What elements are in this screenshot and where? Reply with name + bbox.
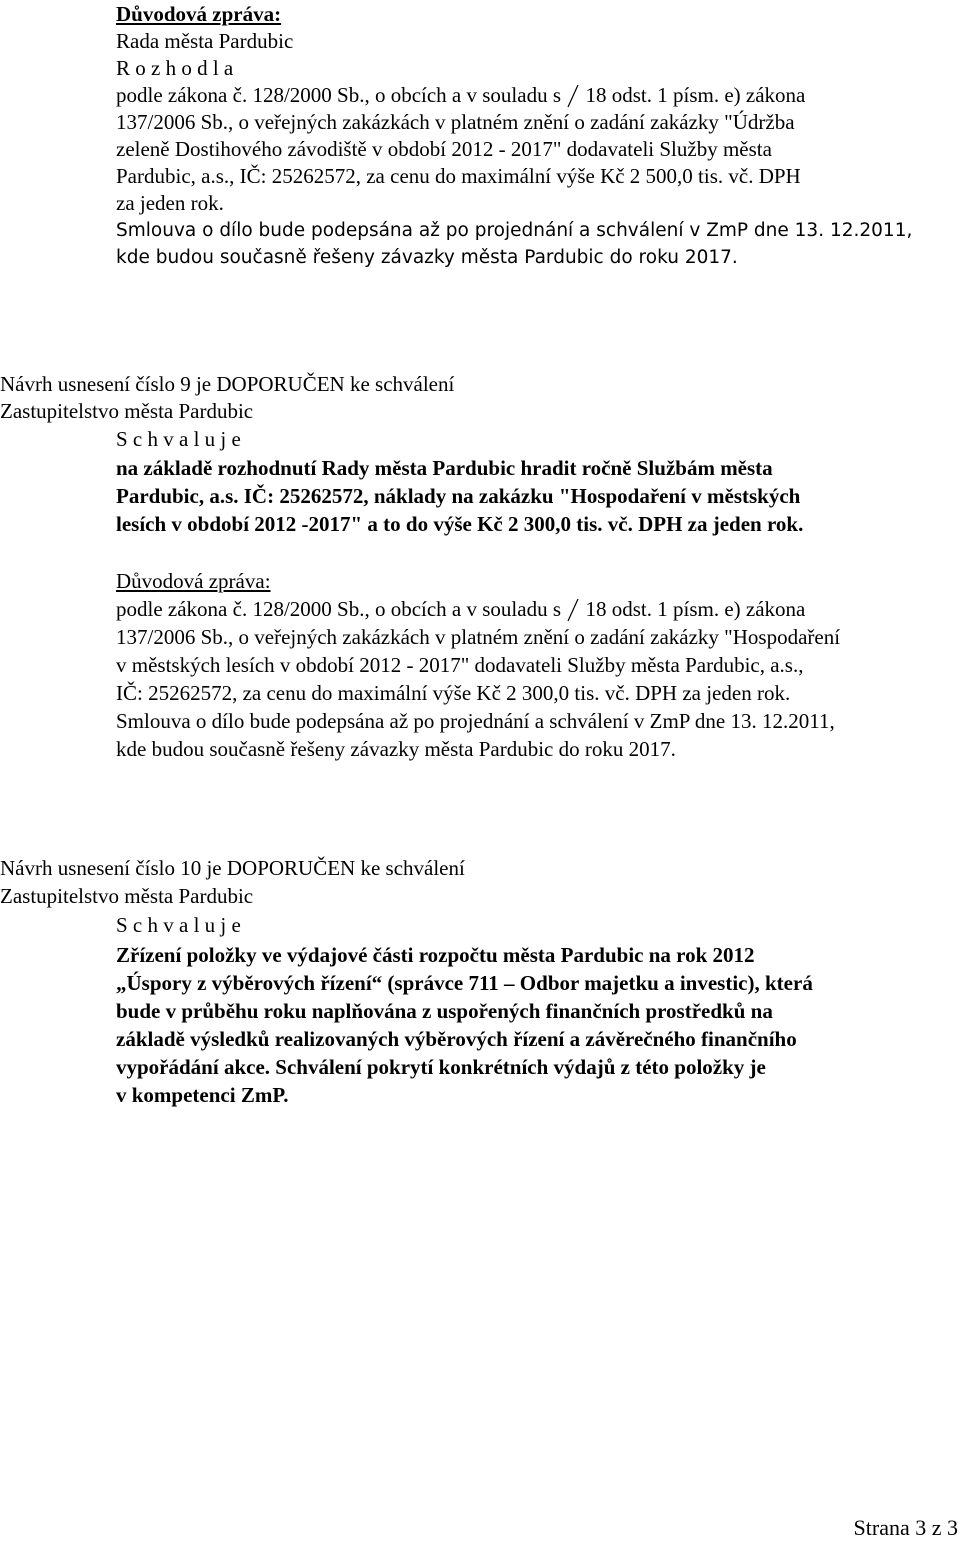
proposal9-reason2: 137/2006 Sb., o veřejných zakázkách v platném znění o zadání zakázky "Hospodaření (116, 625, 841, 649)
proposal9-verb: S c h v a l u j e (116, 427, 241, 451)
proposal9-body: Zastupitelstvo města Pardubic (0, 399, 254, 423)
proposal9-reason3: v městských lesích v období 2012 - 2017" dodavateli Služby města Pardubic, a.s., (116, 653, 804, 677)
proposal9-text3: lesích v období 2012 -2017" a to do výše Kč 2 300,0 tis. vč. DPH za jeden rok. (116, 512, 804, 536)
proposal10-title: Návrh usnesení číslo 10 je DOPORUČEN ke schválení (0, 856, 465, 880)
section1-line4: 137/2006 Sb., o veřejných zakázkách v platném znění o zadání zakázky "Údržba (116, 110, 795, 134)
proposal9-reason-law-text-a: podle zákona č. 128/2000 Sb., o obcích a v souladu s (116, 597, 561, 621)
section1-decides: R o z h o d l a (116, 56, 234, 80)
section1-council: Rada města Pardubic (116, 29, 294, 53)
section-sign-icon (566, 81, 580, 109)
proposal10-text3: bude v průběhu roku naplňována z uspořených finančních prostředků na (116, 999, 773, 1023)
proposal10-body: Zastupitelstvo města Pardubic (0, 884, 254, 908)
section1-line6: Pardubic, a.s., IČ: 25262572, za cenu do maximální výše Kč 2 500,0 tis. vč. DPH (116, 164, 801, 188)
page-number: Strana 3 z 3 (853, 1515, 958, 1540)
proposal9-text2: Pardubic, a.s. IČ: 25262572, náklady na zakázku "Hospodaření v městských (116, 484, 801, 508)
proposal9-reason6: kde budou současně řešeny závazky města Pardubic do roku 2017. (116, 737, 676, 761)
section1-obligations-note: kde budou současně řešeny závazky města Pardubic do roku 2017. (116, 247, 738, 268)
section1-heading: Důvodová zpráva: (116, 2, 282, 26)
section1-contract-note: Smlouva o dílo bude podepsána až po projednání a schválení v ZmP dne 13. 12.2011, (116, 220, 913, 241)
proposal10-verb: S c h v a l u j e (116, 913, 241, 937)
proposal9-reason-law-line (116, 595, 805, 623)
proposal10-text4: základě výsledků realizovaných výběrových řízení a závěrečného finančního (116, 1027, 797, 1051)
proposal9-title: Návrh usnesení číslo 9 je DOPORUČEN ke schválení (0, 372, 455, 396)
proposal9-reason4: IČ: 25262572, za cenu do maximální výše Kč 2 300,0 tis. vč. DPH za jeden rok. (116, 681, 791, 705)
proposal9-reason-heading: Důvodová zpráva: (116, 569, 271, 593)
proposal10-text6: v kompetenci ZmP. (116, 1083, 289, 1107)
proposal10-text1: Zřízení položky ve výdajové části rozpočtu města Pardubic na rok 2012 (116, 943, 755, 967)
proposal9-text1: na základě rozhodnutí Rady města Pardubic hradit ročně Službám města (116, 456, 773, 480)
section1-law-text-b: 18 odst. 1 písm. e) zákona (585, 83, 806, 107)
section1-law-line (116, 81, 805, 109)
section1-line7: za jeden rok. (116, 191, 224, 215)
proposal10-text2: „Úspory z výběrových řízení“ (správce 711 – Odbor majetku a investic), která (116, 971, 813, 995)
proposal9-reason5: Smlouva o dílo bude podepsána až po projednání a schválení v ZmP dne 13. 12.2011, (116, 709, 835, 733)
section-sign-icon (566, 595, 580, 623)
section1-law-text-a: podle zákona č. 128/2000 Sb., o obcích a v souladu s (116, 83, 561, 107)
proposal9-reason-law-text-b: 18 odst. 1 písm. e) zákona (585, 597, 806, 621)
proposal10-text5: vypořádání akce. Schválení pokrytí konkrétních výdajů z této položky je (116, 1055, 766, 1079)
section1-line5: zeleně Dostihového závodiště v období 2012 - 2017" dodavateli Služby města (116, 137, 772, 161)
